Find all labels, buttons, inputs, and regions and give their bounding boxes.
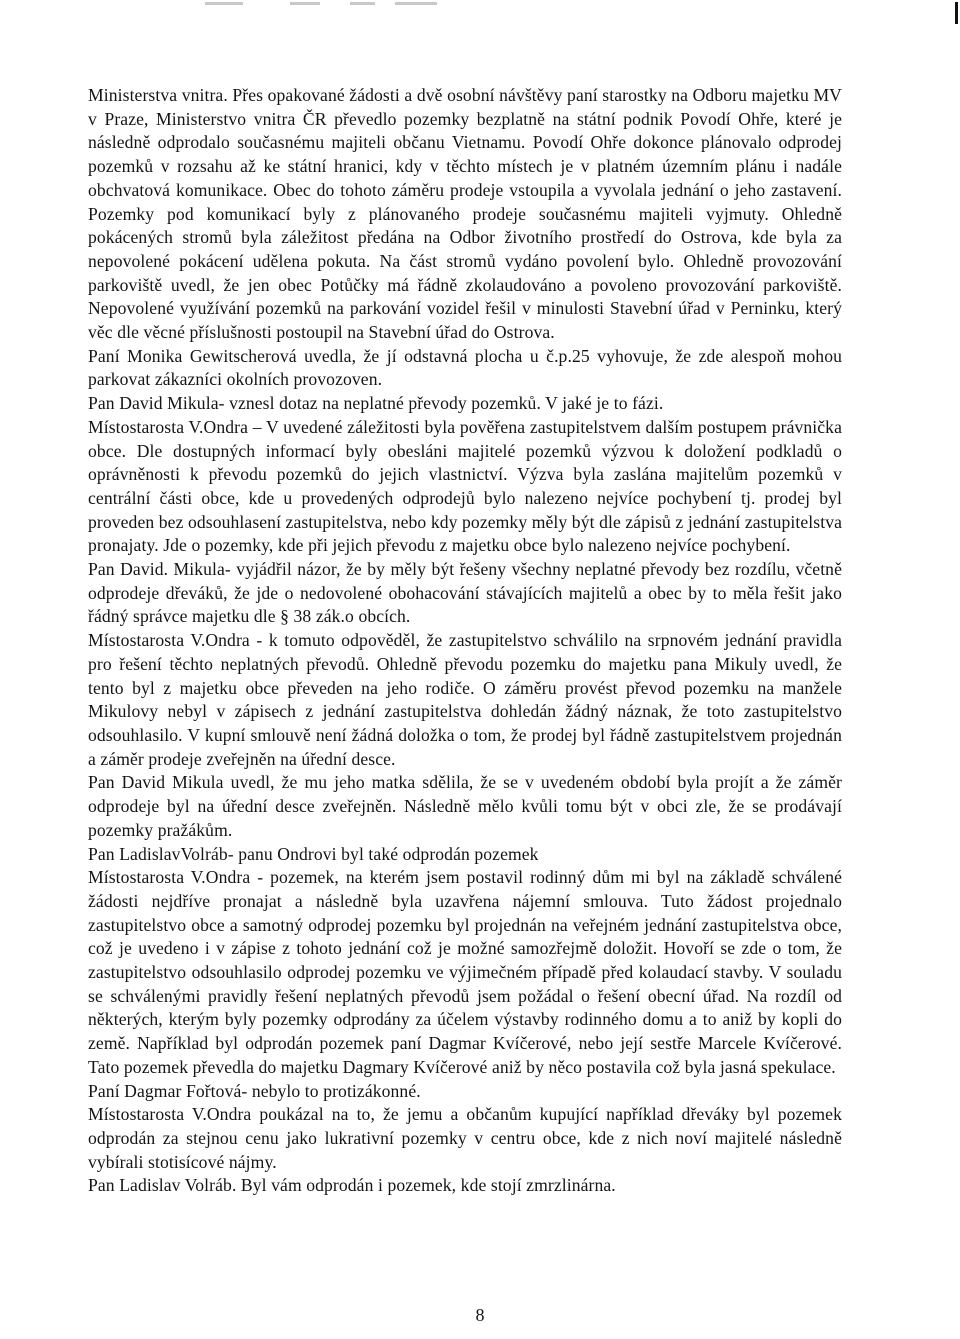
paragraph: Pan LadislavVolráb- panu Ondrovi byl také odprodán pozemek bbox=[88, 843, 539, 864]
scan-edge-mark bbox=[955, 2, 958, 24]
paragraph: Místostarosta V.Ondra – V uvedené záležitosti byla pověřena zastupitelstvem dalším postupem právnička obce. Dle dostupných informací byly obesláni majitelé pozemků výzvou k doložení podkladů o oprávněnosti k převodu pozemků do jejich vlastnictví. Výzva byla zaslána majitelům pozemků v centrální části obce, kde u provedených odprodejů bylo nalezeno nejvíce pochybení tj. prodej byl proveden bez odsouhlasení zastupitelstva, nebo kdy pozemky měly být dle zápisů z jednání zastupitelstva pronajaty. Jde o pozemky, kde při jejich převodu z majetku obce bylo nalezeno nejvíce pochybení. bbox=[88, 416, 842, 556]
document-body bbox=[88, 84, 842, 1198]
paragraph: Místostarosta V.Ondra poukázal na to, že jemu a občanům kupující například dřeváky byl pozemek odprodán za stejnou cenu jako lukrativní pozemky v centru obce, kde z nich noví majitelé následně vybírali stotisícové nájmy. bbox=[88, 1104, 842, 1172]
page-number: 8 bbox=[475, 1305, 485, 1325]
paragraph: Pan David. Mikula- vyjádřil názor, že by měly být řešeny všechny neplatné převody bez rozdílu, včetně odprodeje dřeváků, že jde o nedovolené obohacování stávajících majitelů a obec by to měla řešit jako řádný správce majetku dle § 38 zák.o obcích. bbox=[88, 559, 842, 627]
paragraph: Paní Monika Gewitscherová uvedla, že jí odstavná plocha u č.p.25 vyhovuje, že zde alespoň mohou parkovat zákazníci okolních provozoven. bbox=[88, 345, 842, 390]
paragraph: Paní Dagmar Fořtová- nebylo to protizákonné. bbox=[88, 1080, 421, 1101]
paragraph: Pan David Mikula- vznesl dotaz na neplatné převody pozemků. V jaké je to fázi. bbox=[88, 393, 664, 414]
scan-header-artifact bbox=[0, 0, 960, 14]
paragraph: Pan David Mikula uvedl, že mu jeho matka sdělila, že se v uvedeném období byla projít a že záměr odprodeje byl na úřední desce zveřejněn. Následně mělo kvůli tomu být v obci zle, že se prodávají pozemky pražákům. bbox=[88, 772, 842, 840]
paragraph: Místostarosta V.Ondra - k tomuto odpověděl, že zastupitelstvo schválilo na srpnovém jednání pravidla pro řešení těchto neplatných převodů. Ohledně převodu pozemku do majetku pana Mikuly uvedl, že tento byl z majetku obce převeden na jeho rodiče. O záměru provést převod pozemku na manžele Mikulovy nebyl v zápisech z jednání zastupitelstva dohledán žádný náznak, že toto zastupitelstvo odsouhlasilo. V kupní smlouvě není žádná doložka o tom, že prodej byl řádně zastupitelstvem projednán a záměr prodeje zveřejněn na úřední desce. bbox=[88, 630, 842, 769]
paragraph: Pan Ladislav Volráb. Byl vám odprodán i pozemek, kde stojí zmrzlinárna. bbox=[88, 1175, 616, 1196]
paragraph: Místostarosta V.Ondra - pozemek, na kterém jsem postavil rodinný dům mi byl na základě schválené žádosti nejdříve pronajat a následně byla uzavřena nájemní smlouva. Tuto žádost projednalo zastupitelstvo obce a samotný odprodej pozemku byl projednán na veřejném jednání zastupitelstva obce, což je uvedeno i v zápise z tohoto jednání což je možné samozřejmě doložit. Hovoří se zde o tom, že zastupitelstvo odsouhlasilo odprodej pozemku ve výjimečném případě před kolaudací stavby. V souladu se schválenými pravidly řešení neplatných převodů jsem požádal o řešení obecní úřad. Na rozdíl od některých, kterým byly pozemky odprodány za účelem výstavby rodinného domu a to aniž by kopli do země. Například byl odprodán pozemek paní Dagmar Kvíčerové, nebo její sestře Marcele Kvíčerové. Tato pozemek převedla do majetku Dagmary Kvíčerové aniž by něco postavila což byla jasná spekulace. bbox=[88, 867, 842, 1077]
paragraph: Ministerstva vnitra. Přes opakované žádosti a dvě osobní návštěvy paní starostky na Odboru majetku MV v Praze, Ministerstvo vnitra ČR převedlo pozemky bezplatně na státní podnik Povodí Ohře, které je následně odprodalo současnému majiteli občanu Vietnamu. Povodí Ohře dokonce plánovalo odprodej pozemků v rozsahu až ke státní hranici, kdy v těchto místech je v platném územním plánu i nadále obchvatová komunikace. Obec do tohoto záměru prodeje vstoupila a vyvolala jednání o jeho zastavení. Pozemky pod komunikací byly z plánovaného prodeje současnému majiteli vyjmuty. Ohledně pokácených stromů byla záležitost předána na Odbor životního prostředí do Ostrova, kde byla za nepovolené pokácení udělena pokuta. Na část stromů vydáno povolení bylo. Ohledně provozování parkoviště uvedl, že jen obec Potůčky má řádně zkolaudováno a povoleno provozování parkoviště. Nepovolené využívání pozemků na parkování vozidel řešil v minulosti Stavební úřad v Perninku, který věc dle věcné příslušnosti postoupil na Stavební úřad do Ostrova. bbox=[88, 85, 842, 343]
